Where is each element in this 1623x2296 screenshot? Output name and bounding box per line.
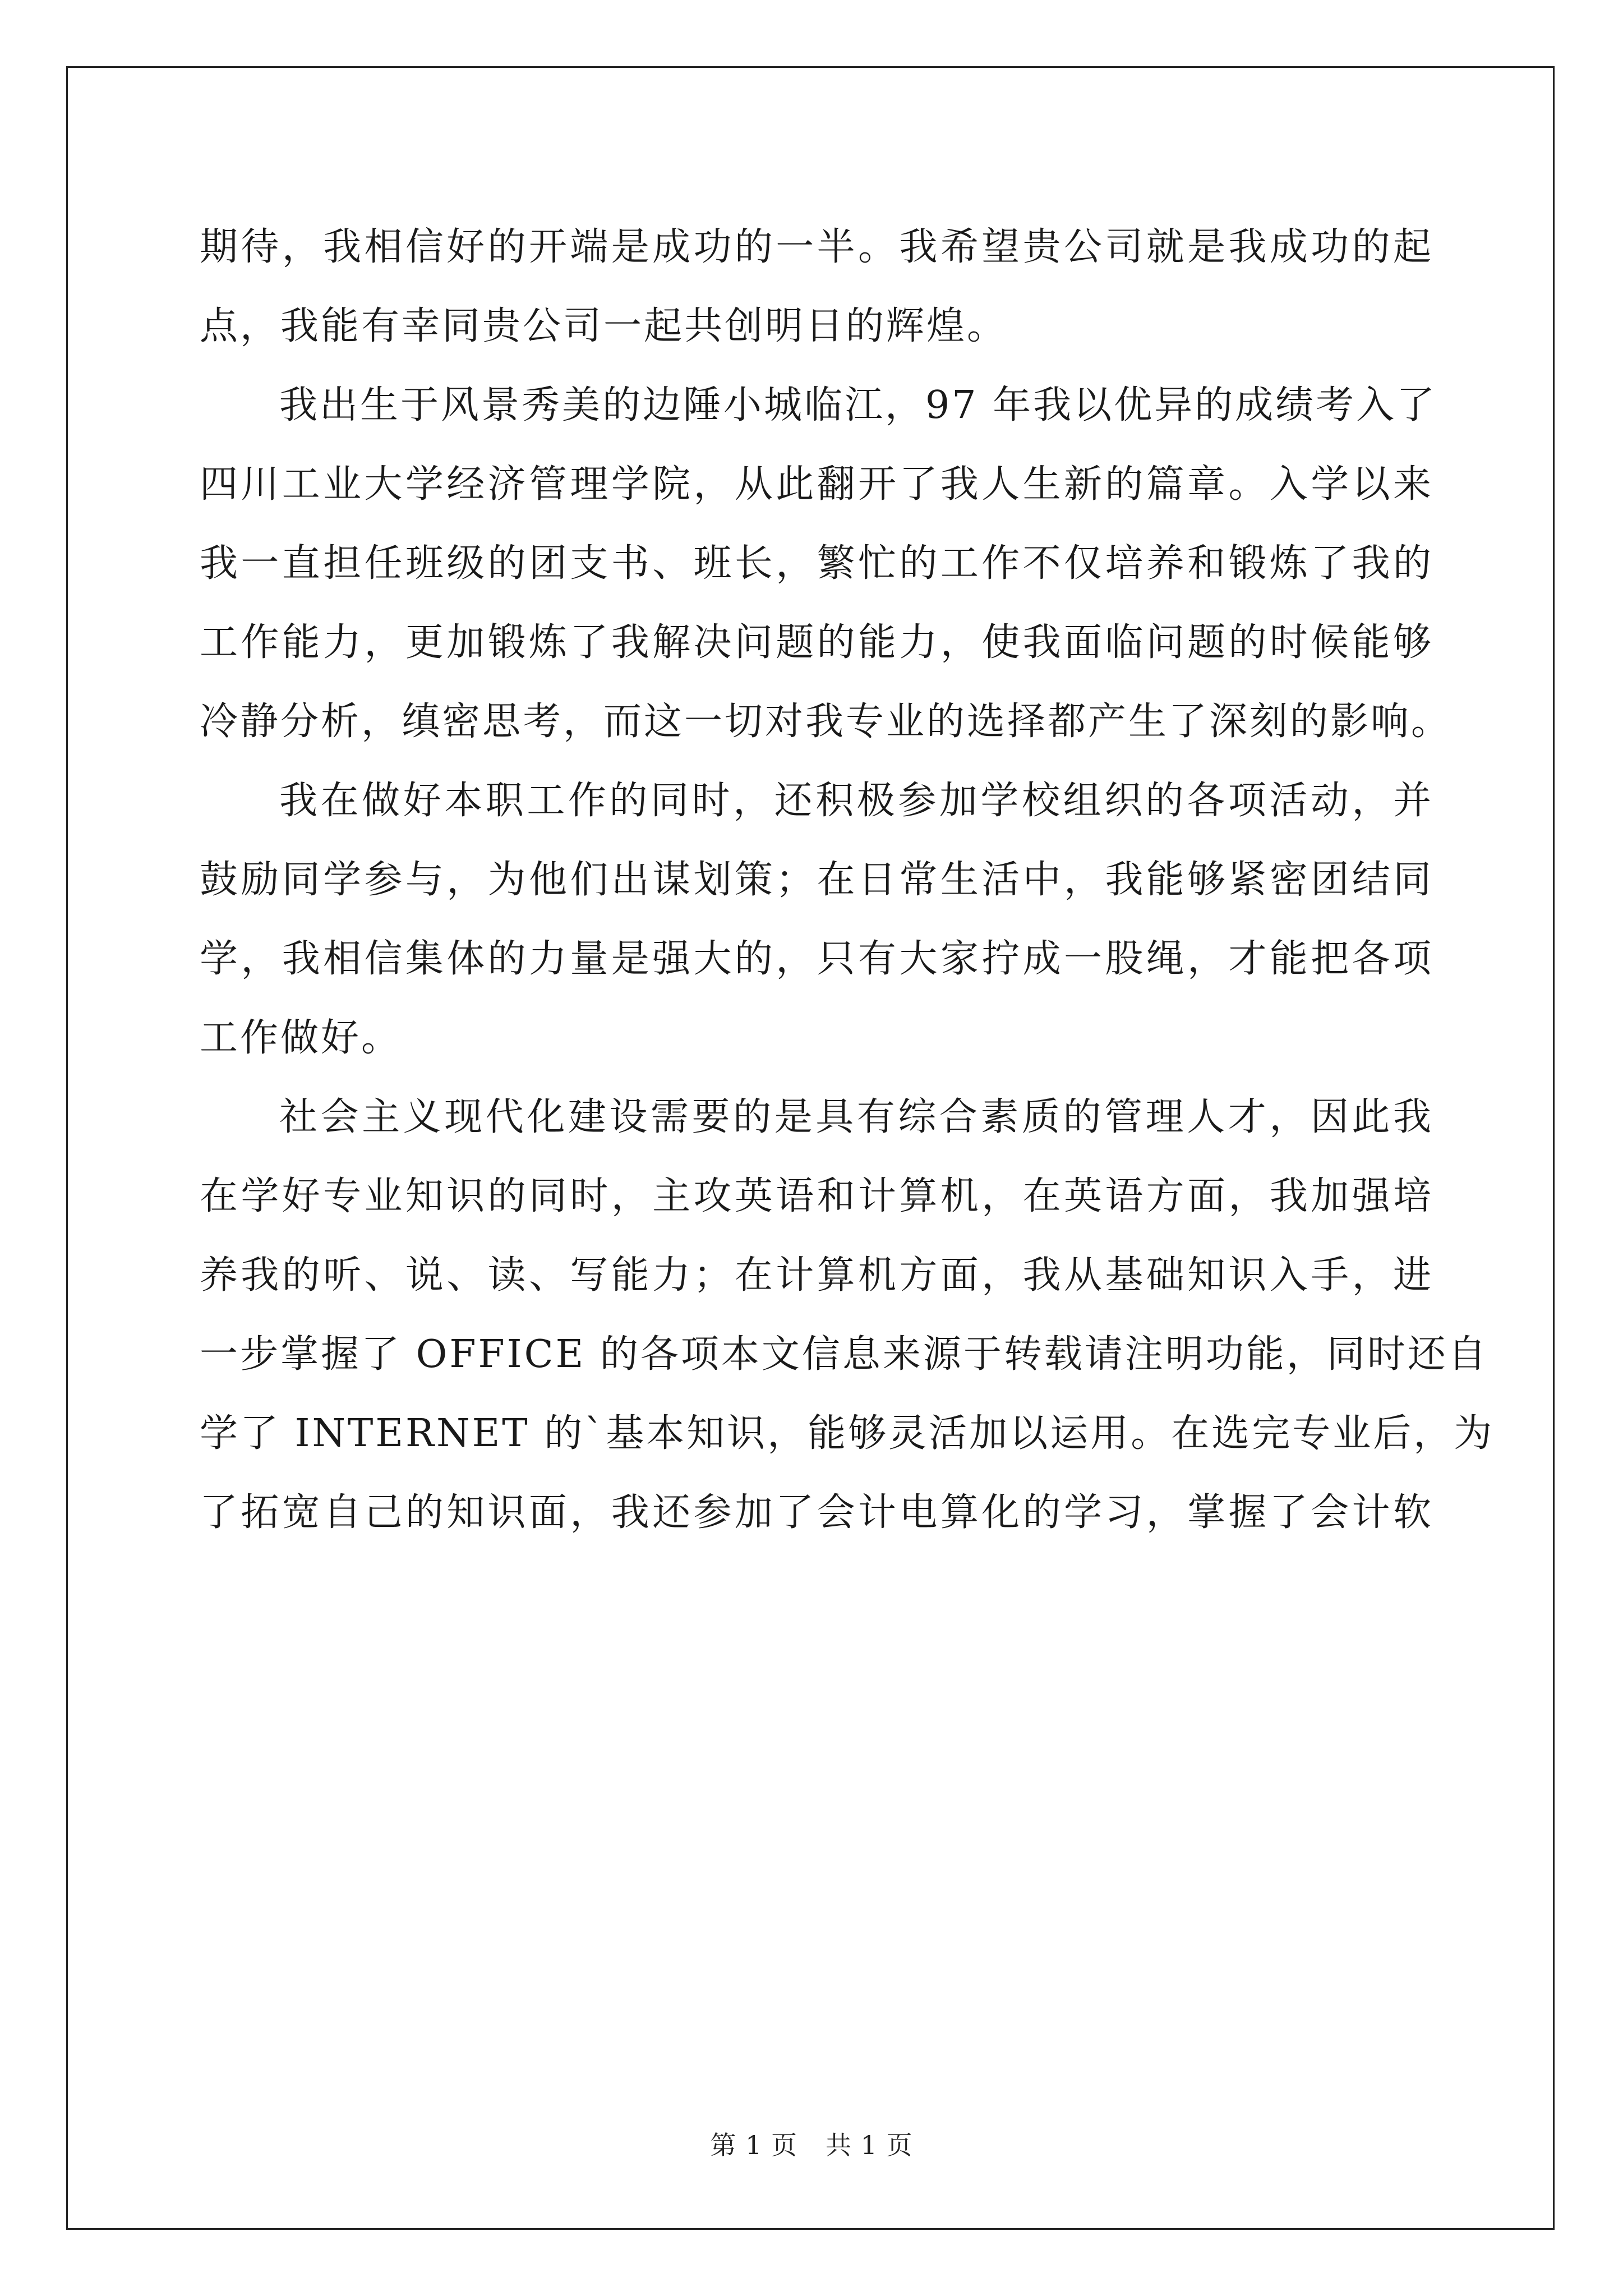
text-line-6: 工作能力，更加锻炼了我解决问题的能力，使我面临问题的时候能够 (200, 620, 1433, 665)
text-line-5: 我一直担任班级的团支书、班长，繁忙的工作不仅培养和锻炼了我的 (200, 541, 1433, 586)
text-line-3: 我出生于风景秀美的边陲小城临江，97 年我以优异的成绩考入了 (279, 383, 1437, 427)
text-line-7: 冷静分析，缜密思考，而这一切对我专业的选择都产生了深刻的影响。 (200, 700, 1452, 744)
page-footer (0, 2125, 1623, 2162)
text-line-4: 四川工业大学经济管理学院，从此翻开了我人生新的篇章。入学以来 (200, 462, 1433, 507)
text-line-1: 期待，我相信好的开端是成功的一半。我希望贵公司就是我成功的起 (200, 225, 1433, 269)
text-line-16: 学了 INTERNET 的`基本知识，能够灵活加以运用。在选完专业后，为 (200, 1411, 1495, 1456)
page-total: 共 1 页 (826, 2130, 913, 2160)
text-line-11: 工作做好。 (200, 1016, 402, 1060)
text-line-8: 我在做好本职工作的同时，还积极参加学校组织的各项活动，并 (279, 779, 1433, 823)
text-line-9: 鼓励同学参与，为他们出谋划策；在日常生活中，我能够紧密团结同 (200, 858, 1433, 902)
text-line-13: 在学好专业知识的同时，主攻英语和计算机，在英语方面，我加强培 (200, 1174, 1433, 1218)
page-number: 第 1 页 (710, 2130, 797, 2160)
text-line-10: 学，我相信集体的力量是强大的，只有大家拧成一股绳，才能把各项 (200, 937, 1433, 981)
text-line-17: 了拓宽自己的知识面，我还参加了会计电算化的学习，掌握了会计软 (200, 1490, 1433, 1535)
text-line-2: 点，我能有幸同贵公司一起共创明日的辉煌。 (200, 304, 1008, 348)
document-body (200, 208, 1495, 1552)
text-line-14: 养我的听、说、读、写能力；在计算机方面，我从基础知识入手，进 (200, 1253, 1433, 1297)
text-line-12: 社会主义现代化建设需要的是具有综合素质的管理人才，因此我 (279, 1095, 1433, 1139)
text-line-15: 一步掌握了 OFFICE 的各项本文信息来源于转载请注明功能，同时还自 (200, 1332, 1488, 1377)
